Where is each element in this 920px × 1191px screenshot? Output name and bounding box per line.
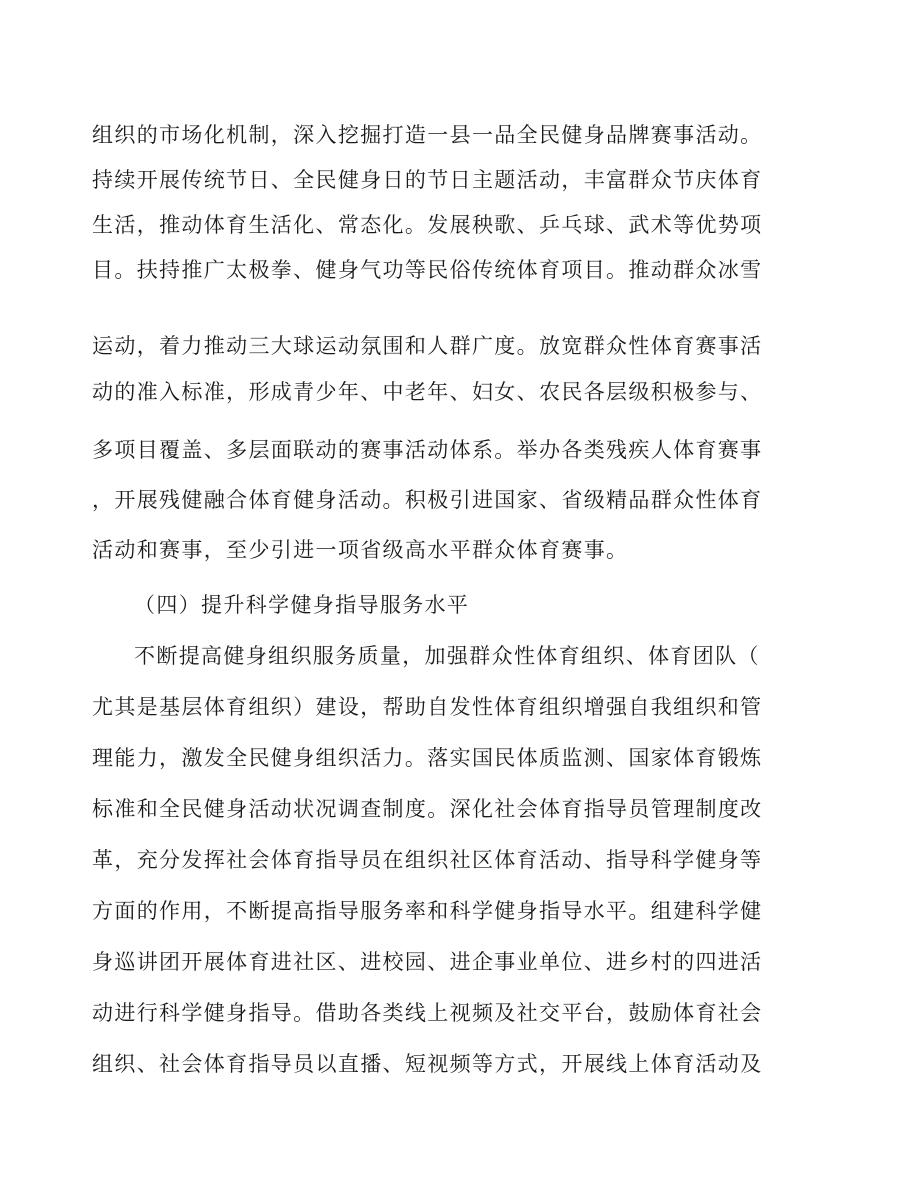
- text-line: 理能力，激发全民健身组织活力。落实国民体质监测、国家体育锻炼: [92, 746, 763, 770]
- section-heading: （四）提升科学健身指导服务水平: [134, 593, 470, 617]
- text-line: 尤其是基层体育组织）建设，帮助自发性体育组织增强自我组织和管: [92, 695, 763, 719]
- text-line: ，开展残健融合体育健身活动。积极引进国家、省级精品群众性体育: [92, 488, 763, 512]
- text-line: 动的准入标准，形成青少年、中老年、妇女、农民各层级积极参与、: [92, 380, 763, 404]
- text-line: 标准和全民健身活动状况调查制度。深化社会体育指导员管理制度改: [92, 797, 763, 821]
- text-line: 持续开展传统节日、全民健身日的节日主题活动，丰富群众节庆体育: [92, 168, 763, 192]
- text-line: 组织的市场化机制，深入挖掘打造一县一品全民健身品牌赛事活动。: [92, 123, 763, 147]
- text-line: 组织、社会体育指导员以直播、短视频等方式，开展线上体育活动及: [92, 1052, 763, 1076]
- text-line: 活动和赛事，至少引进一项省级高水平群众体育赛事。: [92, 538, 629, 562]
- text-line: 生活，推动体育生活化、常态化。发展秧歌、乒乓球、武术等优势项: [92, 213, 763, 237]
- text-line: 身巡讲团开展体育进社区、进校园、进企事业单位、进乡村的四进活: [92, 950, 763, 974]
- text-line: 革，充分发挥社会体育指导员在组织社区体育活动、指导科学健身等: [92, 848, 763, 872]
- text-line: 动进行科学健身指导。借助各类线上视频及社交平台，鼓励体育社会: [92, 1001, 763, 1025]
- text-line: 运动，着力推动三大球运动氛围和人群广度。放宽群众性体育赛事活: [92, 334, 763, 358]
- text-line: 多项目覆盖、多层面联动的赛事活动体系。举办各类残疾人体育赛事: [92, 438, 763, 462]
- text-line: 不断提高健身组织服务质量，加强群众性体育组织、体育团队（: [134, 644, 760, 668]
- text-line: 方面的作用，不断提高指导服务率和科学健身指导水平。组建科学健: [92, 899, 763, 923]
- text-line: 目。扶持推广太极拳、健身气功等民俗传统体育项目。推动群众冰雪: [92, 258, 763, 282]
